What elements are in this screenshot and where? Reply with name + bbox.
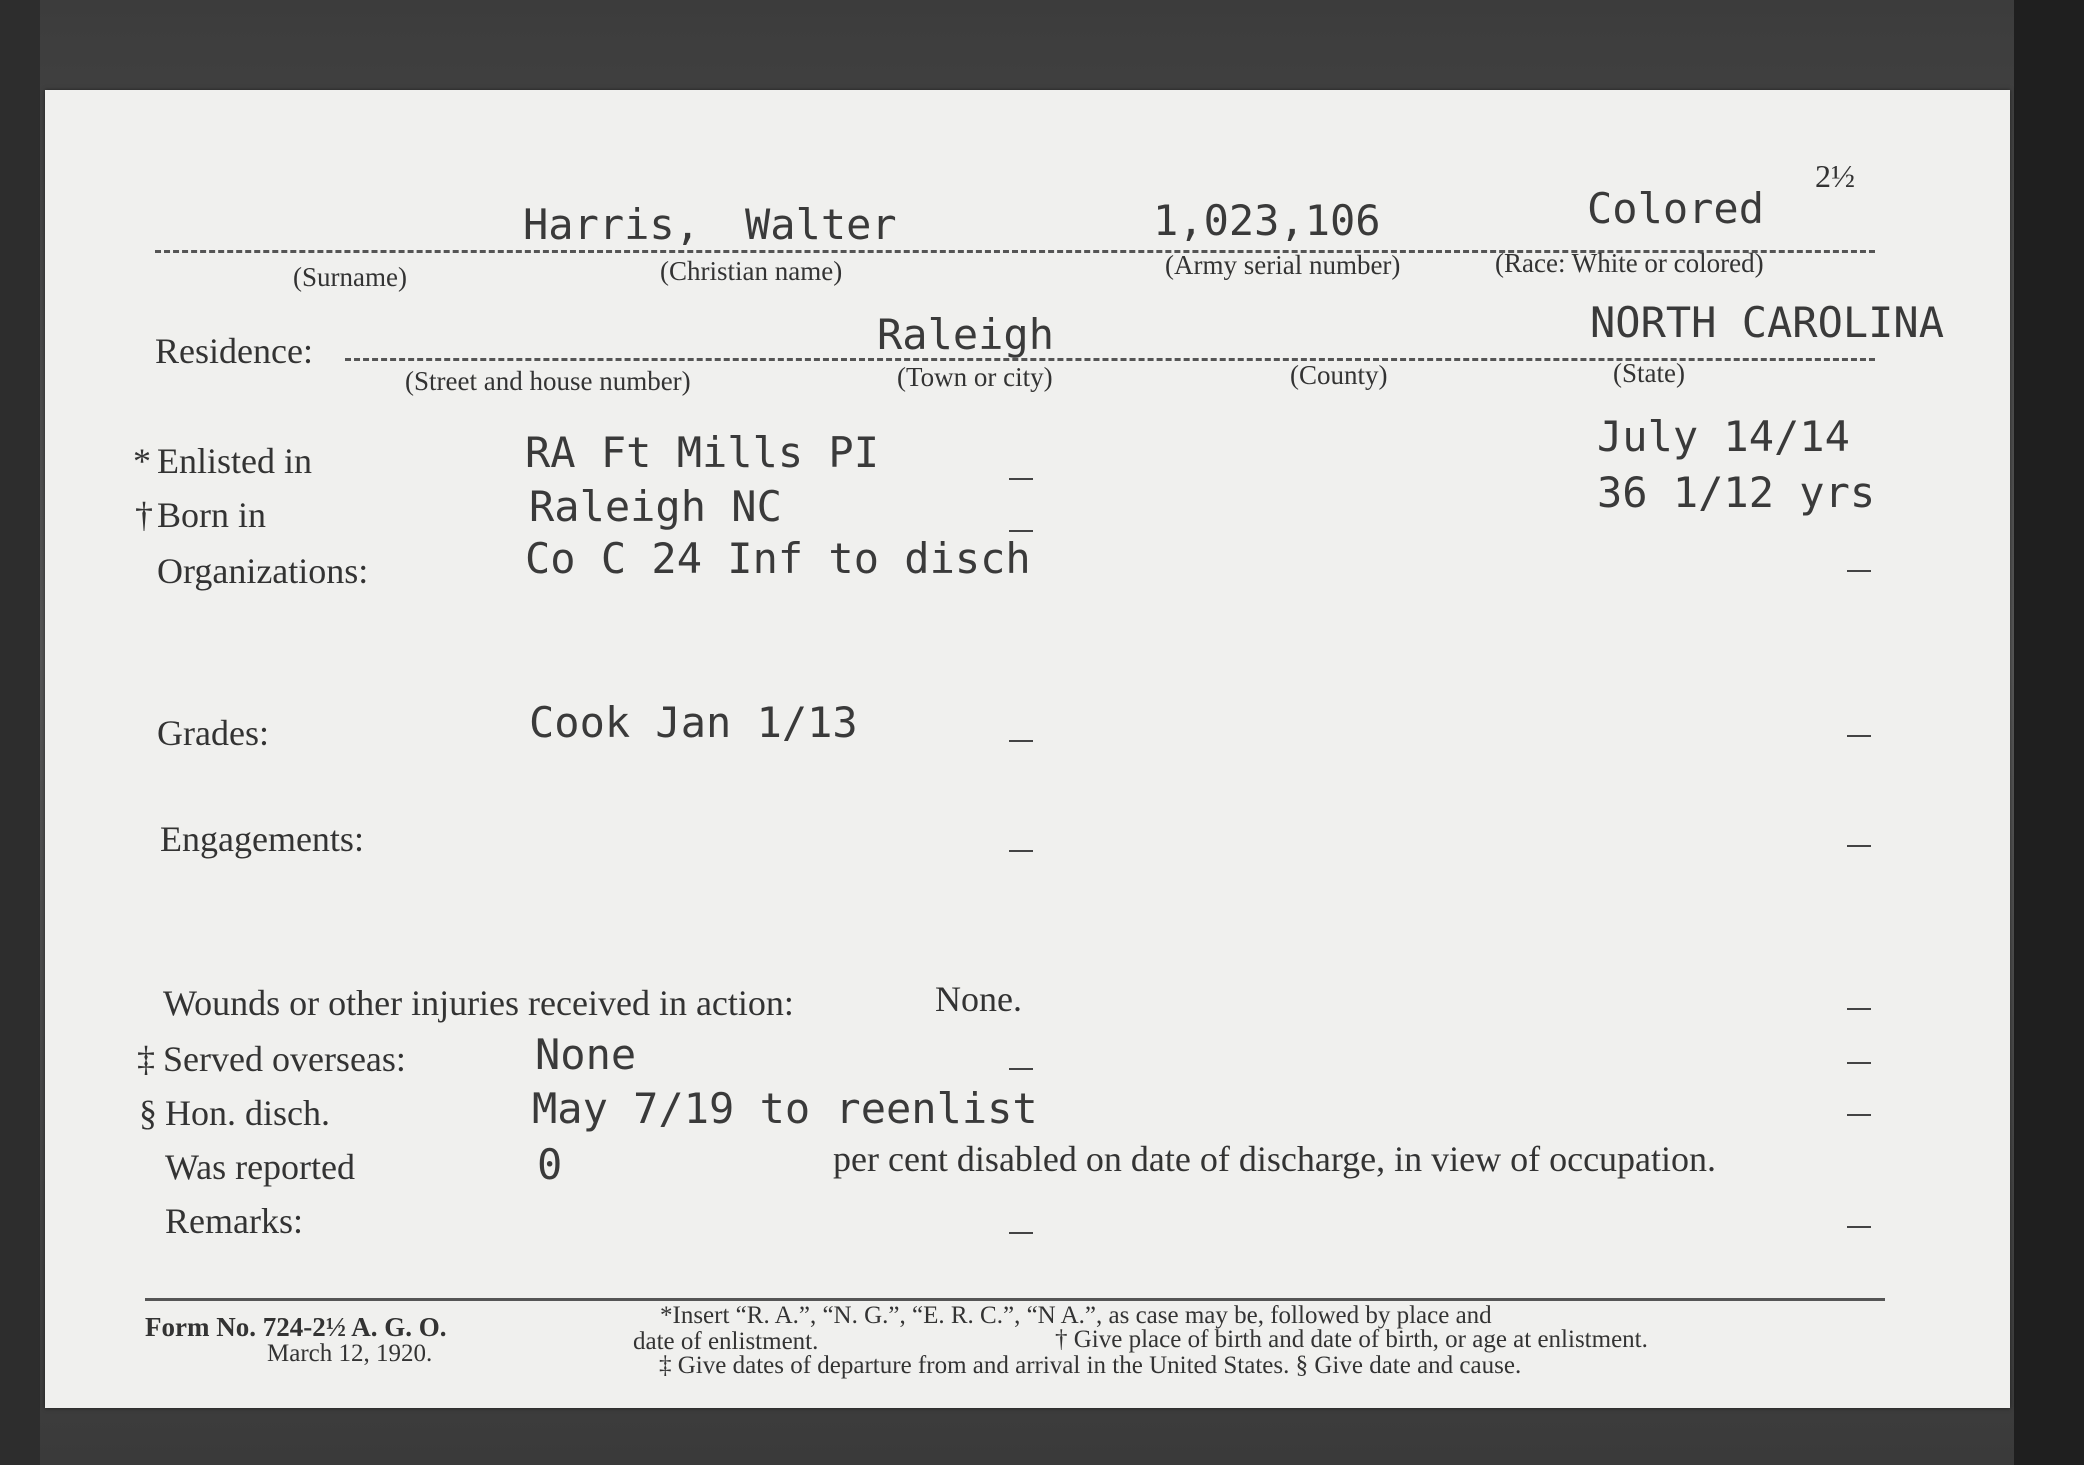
state-caption: (State) (1613, 358, 1685, 388)
footer-note-3: ‡ Give dates of departure from and arrival in the United States. § Give date and cause. (659, 1352, 1522, 1379)
residence-label: Residence: (155, 331, 313, 371)
christian-name-value: Walter (745, 200, 897, 249)
born-age: 36 1/12 yrs (1597, 468, 1876, 517)
reported-value: 0 (537, 1140, 563, 1189)
surname-caption: (Surname) (293, 262, 407, 292)
reported-label: Was reported (165, 1147, 356, 1187)
engagements-dash-right (1847, 845, 1871, 847)
service-record-card (45, 90, 2010, 1408)
surname-value: Harris, (523, 200, 701, 249)
born-label: Born in (157, 495, 267, 535)
born-mark: † (135, 495, 153, 535)
enlisted-dash (1009, 478, 1033, 480)
organizations-dash (1847, 570, 1871, 572)
form-number: Form No. 724-2½ A. G. O. (145, 1312, 447, 1342)
overseas-value: None (535, 1030, 637, 1079)
engagements-label: Engagements: (160, 819, 364, 859)
discharge-value: May 7/19 to reenlist (532, 1084, 1038, 1133)
born-dash (1009, 530, 1033, 532)
remarks-dash-right (1847, 1226, 1871, 1228)
footer-note-1b: date of enlistment. (633, 1328, 819, 1355)
grades-dash-right (1847, 735, 1871, 737)
overseas-dash-right (1847, 1062, 1871, 1064)
christian-name-caption: (Christian name) (660, 256, 843, 286)
engagements-dash (1009, 850, 1033, 852)
organizations-label: Organizations: (157, 551, 369, 591)
wounds-label: Wounds or other injuries received in action: (163, 983, 794, 1023)
enlisted-value: RA Ft Mills PI (525, 428, 880, 477)
overseas-dash (1009, 1068, 1033, 1070)
background-right-edge (2014, 0, 2084, 1465)
wounds-dash (1847, 1008, 1871, 1010)
enlisted-label: Enlisted in (157, 441, 312, 481)
background-left-edge (0, 0, 40, 1465)
race-caption: (Race: White or colored) (1495, 248, 1764, 278)
residence-state-value: NORTH CAROLINA (1590, 298, 1945, 347)
remarks-label: Remarks: (165, 1201, 303, 1241)
grades-value: Cook Jan 1/13 (529, 698, 858, 747)
race-value: Colored (1587, 184, 1765, 233)
discharge-mark: § (139, 1093, 157, 1133)
grades-dash (1009, 740, 1033, 742)
enlisted-date: July 14/14 (1597, 412, 1850, 461)
footer-note-2: † Give place of birth and date of birth, or age at enlistment. (1055, 1326, 1648, 1353)
enlisted-mark: * (133, 441, 151, 481)
discharge-label: Hon. disch. (165, 1093, 330, 1133)
corner-mark: 2½ (1815, 158, 1855, 194)
serial-number-value: 1,023,106 (1153, 196, 1381, 245)
town-caption: (Town or city) (897, 362, 1053, 392)
form-date: March 12, 1920. (267, 1340, 433, 1367)
footer-rule (145, 1298, 1885, 1301)
born-value: Raleigh NC (529, 482, 782, 531)
overseas-mark: ‡ (137, 1039, 155, 1079)
grades-label: Grades: (157, 713, 269, 753)
wounds-value: None. (935, 979, 1022, 1019)
serial-number-caption: (Army serial number) (1165, 250, 1401, 280)
residence-town-value: Raleigh (877, 310, 1055, 359)
street-caption: (Street and house number) (405, 366, 691, 396)
footer-note-1a: *Insert “R. A.”, “N. G.”, “E. R. C.”, “N A.”, as case may be, followed by place and (660, 1302, 1492, 1329)
reported-suffix: per cent disabled on date of discharge, in view of occupation. (833, 1139, 1717, 1179)
county-caption: (County) (1290, 360, 1388, 390)
organizations-value: Co C 24 Inf to disch (525, 534, 1031, 583)
overseas-label: Served overseas: (163, 1039, 406, 1079)
remarks-dash (1009, 1232, 1033, 1234)
discharge-dash (1847, 1114, 1871, 1116)
